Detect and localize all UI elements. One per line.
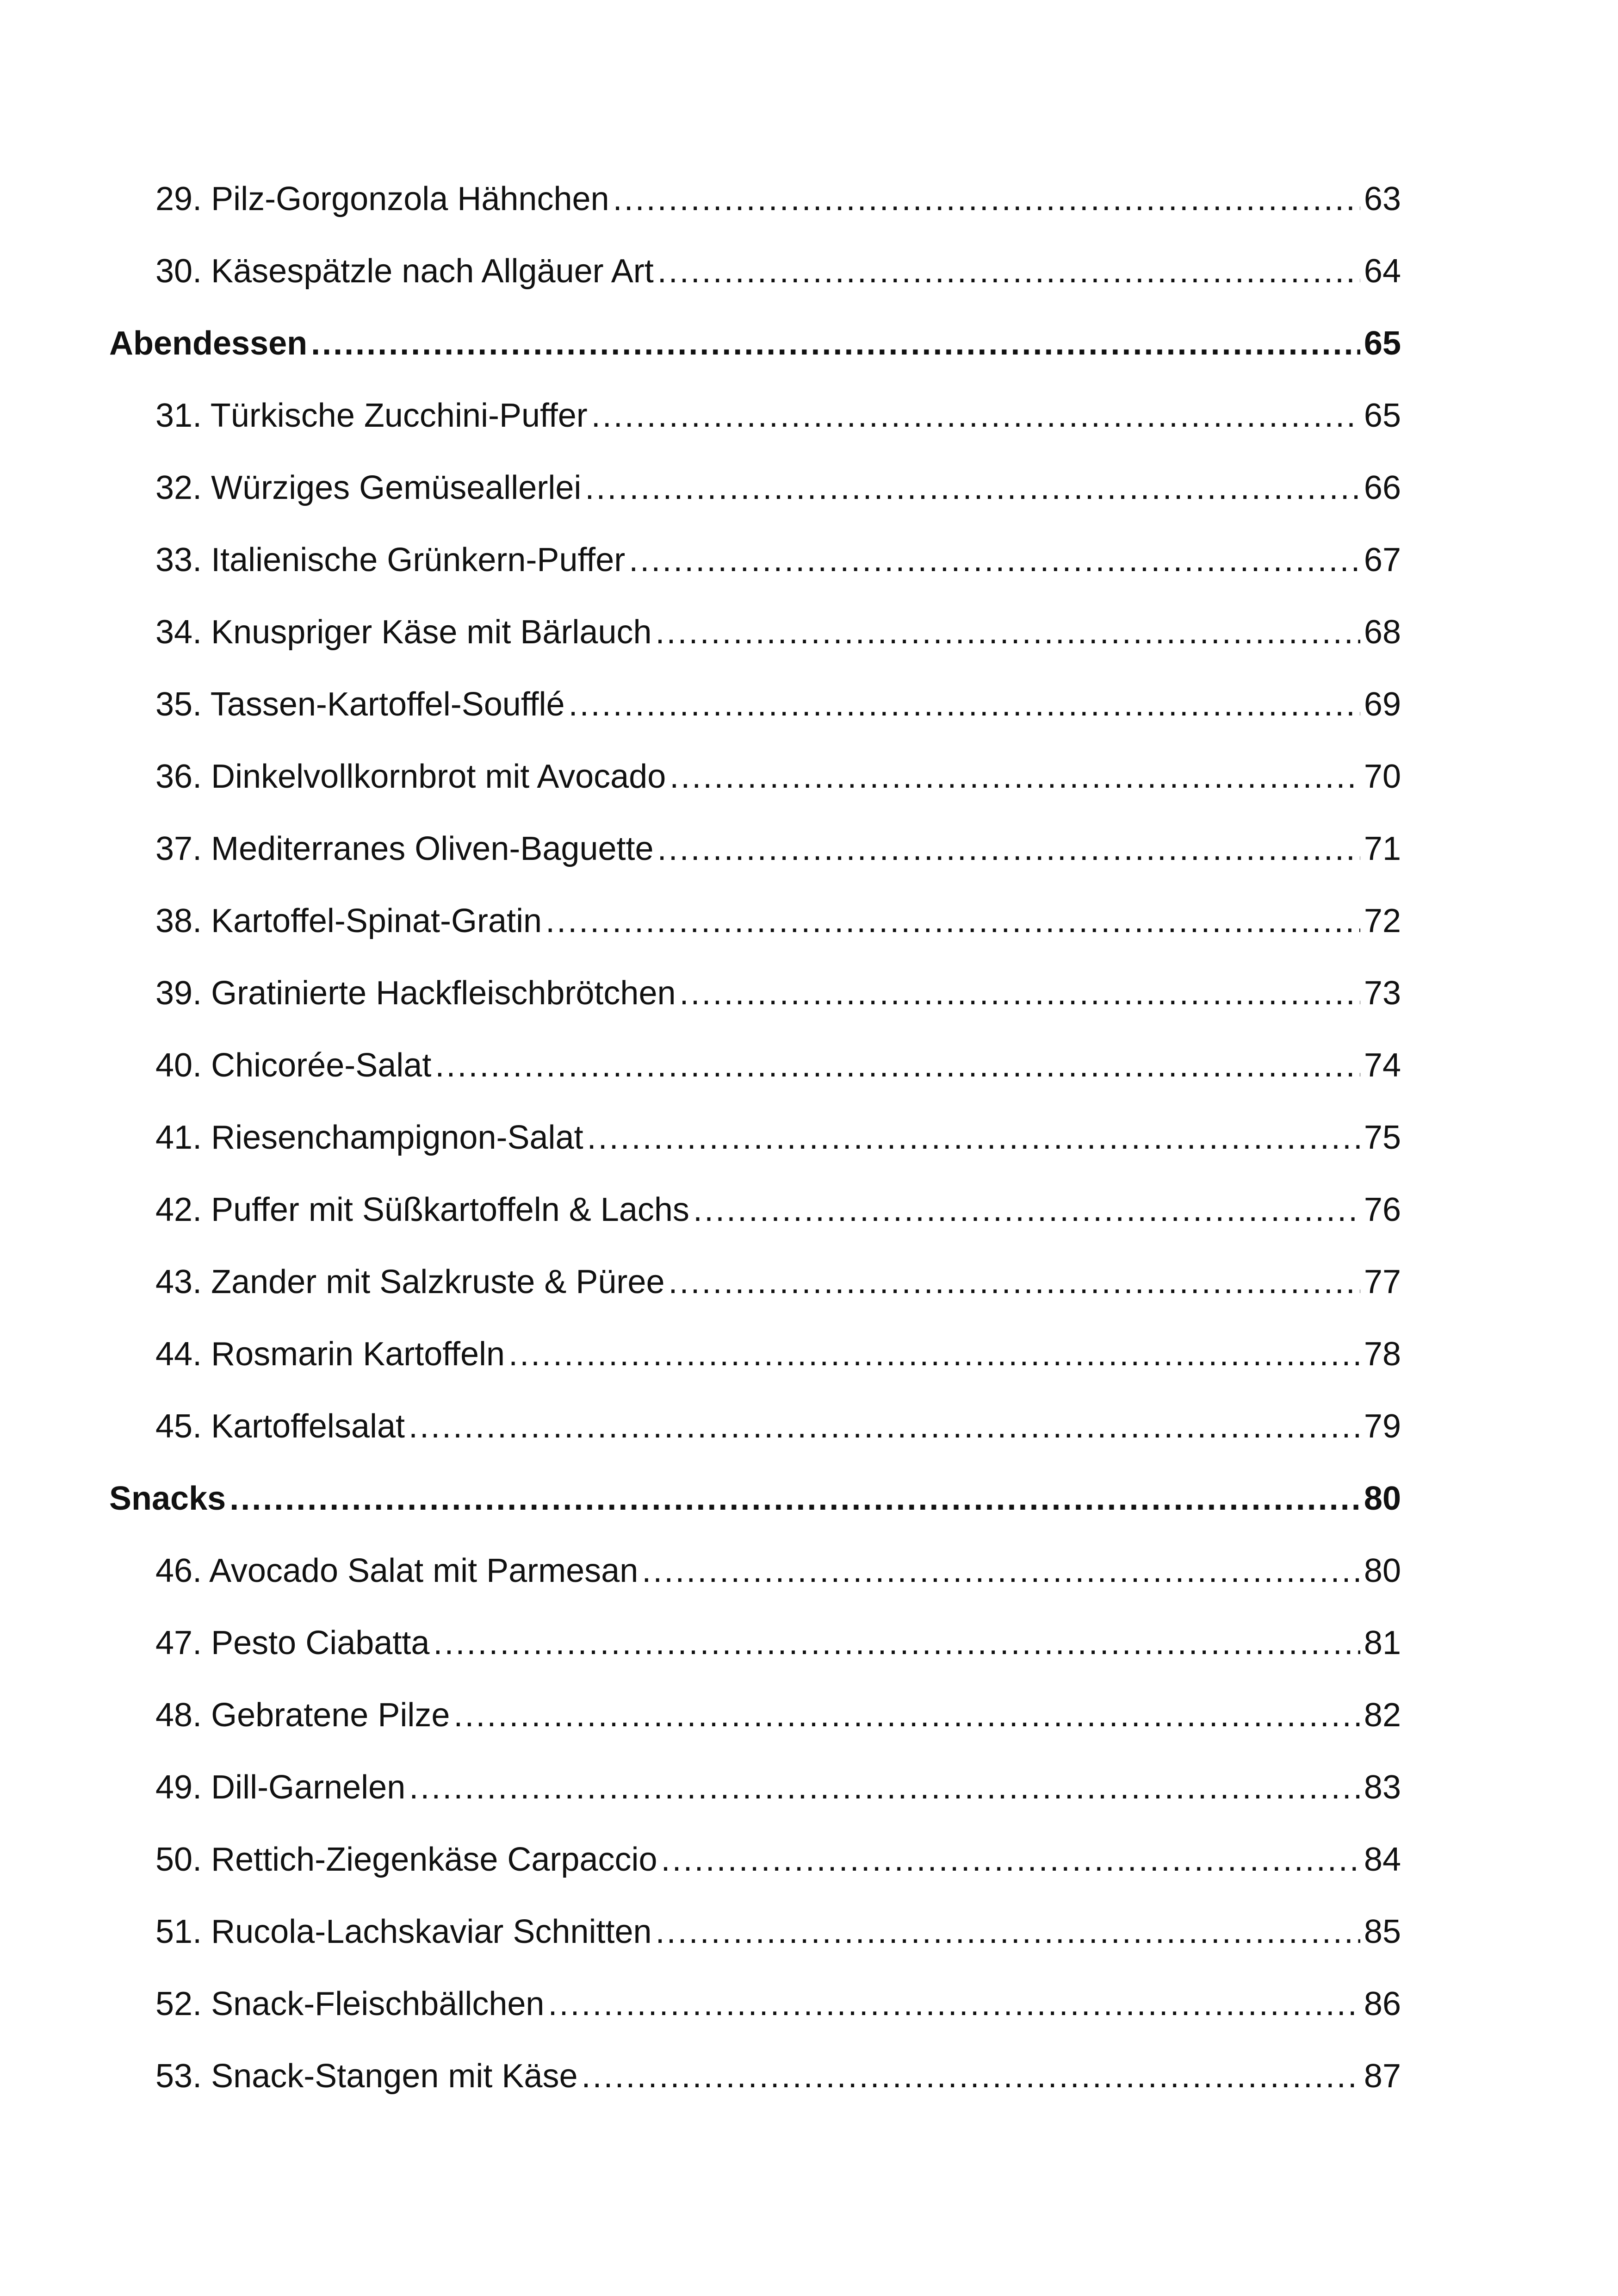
toc-entry-title: 42. Puffer mit Süßkartoffeln & Lachs (155, 1191, 689, 1228)
toc-entry (109, 1029, 1401, 1101)
toc-leader-dots (657, 813, 1360, 885)
toc-entry (109, 2040, 1401, 2112)
toc-section-title: Snacks (109, 1480, 226, 1517)
toc-leader-dots (311, 307, 1360, 380)
toc-leader-dots (642, 1535, 1360, 1607)
toc-leader-dots (613, 163, 1360, 235)
toc-leader-dots (591, 380, 1360, 452)
toc-entry-title: 47. Pesto Ciabatta (155, 1624, 430, 1661)
toc-entry (109, 668, 1401, 740)
toc-page-number: 66 (1364, 469, 1401, 506)
toc-entry-title: 36. Dinkelvollkornbrot mit Avocado (155, 758, 666, 795)
toc-entry (109, 1390, 1401, 1462)
toc-entry (109, 1607, 1401, 1679)
toc-page-number: 80 (1364, 1480, 1401, 1517)
toc-leader-dots (409, 1751, 1360, 1823)
toc-leader-dots (453, 1679, 1360, 1751)
toc-page-number: 85 (1364, 1913, 1401, 1950)
toc-entry (109, 524, 1401, 596)
toc-entry (109, 885, 1401, 957)
toc-leader-dots (433, 1607, 1360, 1679)
toc-entry-title: 41. Riesenchampignon-Salat (155, 1119, 583, 1156)
toc-entry (109, 1679, 1401, 1751)
toc-page-number: 81 (1364, 1624, 1401, 1661)
toc-leader-dots (229, 1462, 1360, 1535)
table-of-contents (109, 163, 1401, 2112)
toc-entry (109, 1896, 1401, 1968)
toc-leader-dots (587, 1101, 1360, 1174)
toc-page-number: 82 (1364, 1697, 1401, 1734)
toc-leader-dots (582, 2040, 1360, 2112)
toc-page-number: 76 (1364, 1191, 1401, 1228)
toc-entry-title: 46. Avocado Salat mit Parmesan (155, 1552, 639, 1589)
toc-leader-dots (508, 1318, 1360, 1390)
toc-page-number: 79 (1364, 1408, 1401, 1445)
toc-section-heading (109, 307, 1401, 380)
toc-entry-title: 44. Rosmarin Kartoffeln (155, 1336, 505, 1373)
toc-page-number: 72 (1364, 902, 1401, 940)
toc-page-number: 64 (1364, 253, 1401, 290)
toc-entry (109, 163, 1401, 235)
toc-entry-title: 35. Tassen-Kartoffel-Soufflé (155, 686, 565, 723)
toc-section-heading (109, 1462, 1401, 1535)
toc-leader-dots (569, 668, 1360, 740)
toc-entry-title: 45. Kartoffelsalat (155, 1408, 405, 1445)
toc-leader-dots (409, 1390, 1360, 1462)
toc-page-number: 74 (1364, 1047, 1401, 1084)
toc-entry-title: 43. Zander mit Salzkruste & Püree (155, 1263, 665, 1300)
toc-entry-title: 52. Snack-Fleischbällchen (155, 1985, 545, 2022)
toc-page-number: 69 (1364, 686, 1401, 723)
toc-leader-dots (670, 740, 1360, 813)
toc-entry-title: 31. Türkische Zucchini-Puffer (155, 397, 588, 434)
toc-leader-dots (680, 957, 1360, 1029)
toc-entry (109, 1751, 1401, 1823)
toc-leader-dots (657, 235, 1360, 307)
toc-leader-dots (585, 452, 1360, 524)
toc-entry (109, 957, 1401, 1029)
toc-entry-title: 53. Snack-Stangen mit Käse (155, 2058, 578, 2095)
toc-entry-title: 49. Dill-Garnelen (155, 1769, 406, 1806)
toc-entry (109, 235, 1401, 307)
toc-leader-dots (693, 1174, 1360, 1246)
toc-page-number: 65 (1364, 397, 1401, 434)
toc-entry-title: 40. Chicorée-Salat (155, 1047, 432, 1084)
toc-page-number: 83 (1364, 1769, 1401, 1806)
toc-entry (109, 740, 1401, 813)
toc-entry (109, 1535, 1401, 1607)
toc-page-number: 80 (1364, 1552, 1401, 1589)
toc-page-number: 73 (1364, 975, 1401, 1012)
toc-leader-dots (546, 885, 1360, 957)
toc-section-title: Abendessen (109, 325, 308, 362)
toc-entry (109, 1174, 1401, 1246)
toc-entry (109, 1246, 1401, 1318)
toc-entry (109, 1968, 1401, 2040)
toc-page-number: 84 (1364, 1841, 1401, 1878)
toc-entry-title: 50. Rettich-Ziegenkäse Carpaccio (155, 1841, 657, 1878)
toc-entry (109, 1318, 1401, 1390)
toc-page-number: 65 (1364, 325, 1401, 362)
toc-page-number: 70 (1364, 758, 1401, 795)
toc-entry (109, 596, 1401, 668)
toc-entry-title: 33. Italienische Grünkern-Puffer (155, 541, 626, 579)
toc-entry (109, 452, 1401, 524)
toc-entry (109, 380, 1401, 452)
toc-page-number: 63 (1364, 180, 1401, 218)
toc-entry (109, 1101, 1401, 1174)
toc-leader-dots (656, 1896, 1360, 1968)
toc-leader-dots (661, 1823, 1360, 1896)
toc-page-number: 87 (1364, 2058, 1401, 2095)
toc-entry-title: 34. Knuspriger Käse mit Bärlauch (155, 614, 652, 651)
toc-entry-title: 30. Käsespätzle nach Allgäuer Art (155, 253, 654, 290)
toc-entry-title: 39. Gratinierte Hackfleischbrötchen (155, 975, 676, 1012)
toc-entry-title: 48. Gebratene Pilze (155, 1697, 450, 1734)
toc-leader-dots (629, 524, 1360, 596)
toc-leader-dots (435, 1029, 1360, 1101)
toc-page-number: 71 (1364, 830, 1401, 867)
toc-entry-title: 29. Pilz-Gorgonzola Hähnchen (155, 180, 609, 218)
toc-leader-dots (656, 596, 1360, 668)
toc-entry-title: 38. Kartoffel-Spinat-Gratin (155, 902, 542, 940)
toc-page-number: 77 (1364, 1263, 1401, 1300)
toc-page-number: 75 (1364, 1119, 1401, 1156)
toc-leader-dots (548, 1968, 1360, 2040)
toc-entry-title: 32. Würziges Gemüseallerlei (155, 469, 582, 506)
toc-entry (109, 1823, 1401, 1896)
toc-entry-title: 37. Mediterranes Oliven-Baguette (155, 830, 654, 867)
toc-page-number: 67 (1364, 541, 1401, 579)
toc-page-number: 68 (1364, 614, 1401, 651)
toc-page-number: 86 (1364, 1985, 1401, 2022)
toc-leader-dots (669, 1246, 1360, 1318)
toc-entry-title: 51. Rucola-Lachskaviar Schnitten (155, 1913, 652, 1950)
toc-entry (109, 813, 1401, 885)
toc-page-number: 78 (1364, 1336, 1401, 1373)
